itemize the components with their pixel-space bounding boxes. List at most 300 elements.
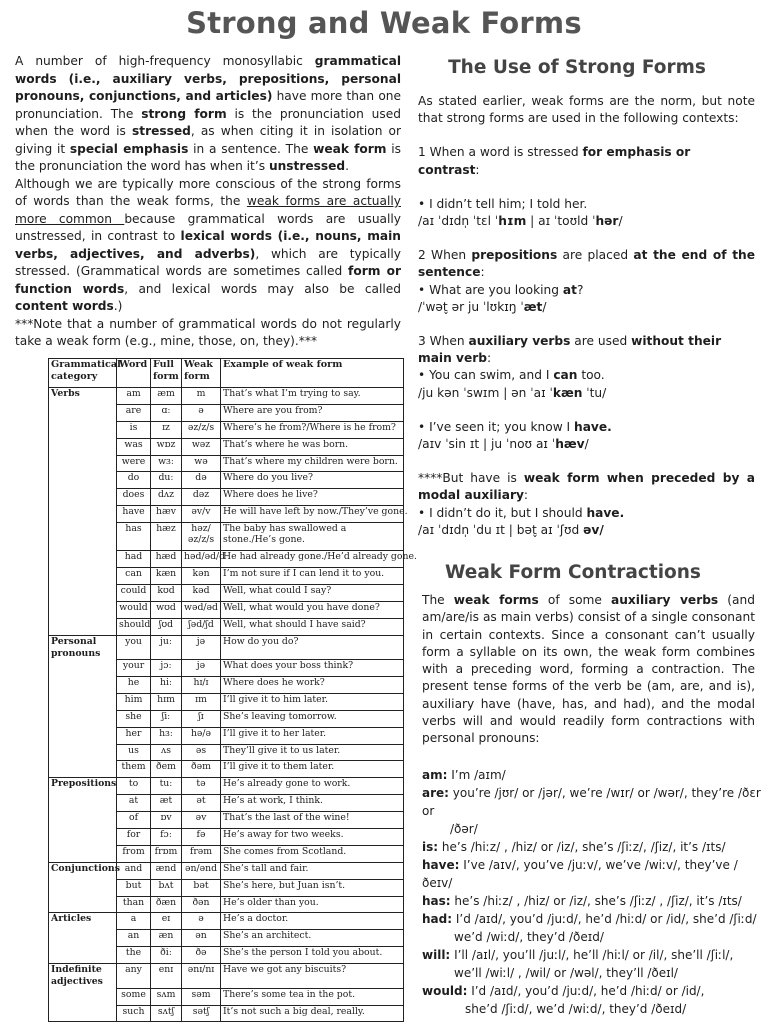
category-cell: Conjunctions (49, 862, 117, 879)
table-row (49, 879, 404, 896)
contractions-paragraph-wrap (422, 592, 755, 748)
category-cell (49, 710, 117, 727)
word-cell: than (117, 896, 151, 913)
contraction-label: is: (422, 840, 439, 854)
weak-form-cell: m (182, 388, 221, 405)
contraction-forms: I’d /aɪd/, you’d /juːd/, he’d /hiːd/ or /id/, (471, 984, 705, 998)
word-cell: such (117, 1005, 151, 1022)
word-cell: do (117, 472, 151, 489)
example-cell: He’s already gone to work. (221, 778, 404, 795)
contraction-forms: I’ll /aɪl/, you’ll /juːl/, he’ll /hiːl/ or /il/, she’ll /ʃiːl/, (454, 948, 734, 962)
weak-form-cell: kəd (182, 584, 221, 601)
full-form-cell: ðem (151, 761, 182, 778)
full-form-cell: ʃʊd (151, 618, 182, 635)
example-cell: I’ll give it to them later. (221, 761, 404, 778)
contractions.para-segment: The (422, 593, 454, 607)
word-cell: from (117, 845, 151, 862)
example-cell: She comes from Scotland. (221, 845, 404, 862)
context-2: 2 When prepositions are placed at the end of the sentence: (418, 248, 756, 280)
weak-form-cell: ɪm (182, 693, 221, 710)
intro.p1-segment: in a sentence. The (188, 141, 314, 156)
contraction-forms: she’d /ʃiːd/, we’d /wiːd/, they’d /ðeɪd/ (465, 1002, 687, 1016)
intro.p2-segment: because grammatical words are usually unstressed, in contrast to (15, 211, 402, 243)
category-cell: Indefinite adjectives (49, 964, 117, 989)
full-form-cell: kæn (151, 568, 182, 585)
table-row (49, 568, 404, 585)
category-cell (49, 404, 117, 421)
example-cell: She’s tall and fair. (221, 862, 404, 879)
word-cell: to (117, 778, 151, 795)
example-cell: He’s a doctor. (221, 913, 404, 930)
example-cell: That’s where he was born. (221, 438, 404, 455)
table-row (49, 693, 404, 710)
contraction-line (422, 820, 762, 838)
full-form-cell: eɪ (151, 913, 182, 930)
table-row (49, 489, 404, 506)
intro.p1-segment: grammatical words (i.e., auxiliary verbs, prepositions, personal pronouns, conjunctions, and articles) (15, 54, 401, 103)
full-form-cell: juː (151, 635, 182, 660)
contraction-line (422, 892, 762, 910)
table-row (49, 795, 404, 812)
word-cell: should (117, 618, 151, 635)
table-row (49, 761, 404, 778)
table-row (49, 455, 404, 472)
category-cell (49, 988, 117, 1005)
category-cell (49, 506, 117, 523)
intro.p1-segment: special emphasis (69, 141, 189, 156)
intro.p2-segment: content words (15, 299, 114, 313)
contraction-forms: I’m /aɪm/ (451, 768, 506, 782)
full-form-cell: jɔː (151, 660, 182, 677)
table-row (49, 676, 404, 693)
category-cell (49, 601, 117, 618)
example-4: • I’ve seen it; you know I have. (418, 419, 612, 434)
category-cell (49, 879, 117, 896)
category-cell (49, 727, 117, 744)
table-row (49, 710, 404, 727)
full-form-cell: ðæn (151, 896, 182, 913)
category-cell (49, 618, 117, 635)
example-cell: Where do you live? (221, 472, 404, 489)
category-cell (49, 676, 117, 693)
contraction-line (422, 802, 762, 820)
contraction-label: would: (422, 984, 468, 998)
table-header-cell: Grammatical category (49, 359, 117, 388)
example-4-ipa: /aɪv ˈsin ɪt | ju ˈnoʊ aɪ ˈhæv/ (418, 437, 589, 452)
strong-forms-section (418, 93, 755, 539)
contraction-forms: we’d /wiːd/, they’d /ðeɪd/ (454, 930, 604, 944)
full-form-cell: sʌm (151, 988, 182, 1005)
intro.p2-segment: weak forms are actually more common (15, 194, 401, 226)
full-form-cell: tuː (151, 778, 182, 795)
example-5: • I didn’t do it, but I should have. (418, 505, 625, 520)
contraction-line (422, 784, 762, 802)
word-cell: any (117, 964, 151, 989)
full-form-cell: kʊd (151, 584, 182, 601)
intro.p1-segment: is the pronunciation the word has when it’s (15, 141, 401, 173)
word-cell: for (117, 828, 151, 845)
weak-form-cell: ən (182, 930, 221, 947)
table-row (49, 601, 404, 618)
contractions-list (422, 766, 762, 1018)
weak-form-cell: səm (182, 988, 221, 1005)
weak-form-cell: ənɪ/nɪ (182, 964, 221, 989)
category-cell (49, 455, 117, 472)
weak-form-cell: wə (182, 455, 221, 472)
category-cell (49, 947, 117, 964)
weak-form-cell: ðə (182, 947, 221, 964)
table-row (49, 845, 404, 862)
contractions.para-segment: of some (538, 593, 612, 607)
full-form-cell: bʌt (151, 879, 182, 896)
category-cell (49, 1005, 117, 1022)
contraction-label: will: (422, 948, 451, 962)
page-title: Strong and Weak Forms (186, 6, 582, 40)
contraction-forms: he’s /hiːz/ , /hiz/ or /iz/, she’s /ʃiːz/ , /ʃiz/, it’s /ɪts/ (454, 894, 742, 908)
full-form-cell: æt (151, 795, 182, 812)
full-form-cell: hæd (151, 551, 182, 568)
example-cell: Have we got any biscuits? (221, 964, 404, 989)
weak-form-cell: əv (182, 812, 221, 829)
context-1: 1 When a word is stressed for emphasis or contrast: (418, 145, 691, 177)
category-cell: Personal pronouns (49, 635, 117, 660)
word-cell: are (117, 404, 151, 421)
word-cell: would (117, 601, 151, 618)
word-cell: he (117, 676, 151, 693)
table-header-cell: Word (117, 359, 151, 388)
example-cell: Where’s he from?/Where is he from? (221, 421, 404, 438)
weak-form-cell: jə (182, 635, 221, 660)
full-form-cell: hæv (151, 506, 182, 523)
table-row (49, 1005, 404, 1022)
full-form-cell: ʃiː (151, 710, 182, 727)
contraction-line (422, 766, 762, 784)
contractions-heading: Weak Form Contractions (445, 562, 701, 583)
example-cell: He’s away for two weeks. (221, 828, 404, 845)
weak-form-cell: hə/ə (182, 727, 221, 744)
weak-form-cell: kən (182, 568, 221, 585)
weak-form-cell: ʃɪ (182, 710, 221, 727)
example-1-ipa: /aɪ ˈdɪdn̩ ˈtɛl ˈhɪm | aɪ ˈtoʊld ˈhər/ (418, 214, 623, 229)
word-cell: of (117, 812, 151, 829)
table-row (49, 523, 404, 551)
table-row (49, 618, 404, 635)
weak-form-cell: ə (182, 404, 221, 421)
intro.p2-segment: , and lexical words may also be called (124, 281, 402, 296)
example-cell: She’s here, but Juan isn’t. (221, 879, 404, 896)
example-cell: Well, what would you have done? (221, 601, 404, 618)
word-cell: has (117, 523, 151, 551)
table-row (49, 635, 404, 660)
example-cell: I’ll give it to her later. (221, 727, 404, 744)
contraction-line (422, 910, 762, 928)
weak-form-cell: wəz (182, 438, 221, 455)
intro.p1-segment: have more than one pronunciation. The (15, 89, 401, 121)
full-form-cell: wʊd (151, 601, 182, 618)
intro.p2-segment: form or function words (15, 264, 401, 296)
word-cell: she (117, 710, 151, 727)
intro.p2-segment: .) (113, 299, 123, 313)
table-row (49, 913, 404, 930)
full-form-cell: ðiː (151, 947, 182, 964)
weak-form-cell: ðəm (182, 761, 221, 778)
intro.p1-segment: A number of high-frequency monosyllabic (15, 54, 315, 68)
contraction-line (422, 1000, 762, 1018)
category-cell (49, 930, 117, 947)
category-cell (49, 693, 117, 710)
weak-form-cell: ʃəd/ʃd (182, 618, 221, 635)
strong-intro: As stated earlier, weak forms are the norm, but note that strong forms are used in the following contexts: (418, 94, 755, 126)
category-cell (49, 438, 117, 455)
full-form-cell: ʌs (151, 744, 182, 761)
category-cell (49, 896, 117, 913)
weak-form-cell: wəd/əd (182, 601, 221, 618)
table-row (49, 988, 404, 1005)
full-form-cell: wɜː (151, 455, 182, 472)
example-cell: She’s leaving tomorrow. (221, 710, 404, 727)
weak-form-cell: əv/v (182, 506, 221, 523)
example-cell: That’s the last of the wine! (221, 812, 404, 829)
example-cell: There’s some tea in the pot. (221, 988, 404, 1005)
weak-form-cell: jə (182, 660, 221, 677)
word-cell: us (117, 744, 151, 761)
word-cell: at (117, 795, 151, 812)
example-1: • I didn’t tell him; I told her. (418, 196, 588, 211)
full-form-cell: ænd (151, 862, 182, 879)
intro-paragraph-2 (15, 176, 401, 316)
contraction-line (422, 946, 762, 964)
example-cell: How do you do? (221, 635, 404, 660)
category-cell (49, 812, 117, 829)
contraction-forms: or (422, 804, 435, 818)
weak-form-cell: tə (182, 778, 221, 795)
contraction-label: am: (422, 768, 448, 782)
category-cell (49, 761, 117, 778)
intro.p2-segment: Although we are typically more conscious of the strong forms of words than the weak forms, the (15, 176, 401, 208)
example-cell: They’ll give it to us later. (221, 744, 404, 761)
table-header-cell: Example of weak form (221, 359, 404, 388)
contractions.para-segment: (and am/are/is as main verbs) consist of a single consonant in certain contexts. Since a consonant can’t usually form a syllable on its own, the weak form combines with a preceding word, forming a contraction. The present tense forms of the verb be (am, are, and is), auxiliary have (have, has, and had), and the modal verbs will and would readily form contractions with personal pronouns: (422, 593, 755, 746)
category-cell: Articles (49, 913, 117, 930)
full-form-cell: ɑː (151, 404, 182, 421)
intro.p2-segment: , which are typically stressed. (Grammatical words are sometimes called (15, 246, 401, 278)
full-form-cell: ɒv (151, 812, 182, 829)
category-cell: Prepositions (49, 778, 117, 795)
word-cell: were (117, 455, 151, 472)
example-cell: He will have left by now./They’ve gone. (221, 506, 404, 523)
table-row (49, 930, 404, 947)
word-cell: am (117, 388, 151, 405)
word-cell: can (117, 568, 151, 585)
table-row (49, 964, 404, 989)
category-cell (49, 744, 117, 761)
example-3: • You can swim, and I can too. (418, 368, 605, 383)
table-row (49, 421, 404, 438)
full-form-cell: wɒz (151, 438, 182, 455)
table-row (49, 862, 404, 879)
weak-form-cell: ðən (182, 896, 221, 913)
category-cell (49, 472, 117, 489)
example-cell: What does your boss think? (221, 660, 404, 677)
example-2: • What are you looking at? (418, 282, 584, 297)
word-cell: them (117, 761, 151, 778)
word-cell: have (117, 506, 151, 523)
intro.p1-segment: strong form (141, 106, 227, 121)
weak-forms-table-wrap (48, 358, 417, 1017)
example-cell: Where are you from? (221, 404, 404, 421)
example-cell: I’ll give it to him later. (221, 693, 404, 710)
example-cell: He’s older than you. (221, 896, 404, 913)
weak-form-cell: əs (182, 744, 221, 761)
full-form-cell: æn (151, 930, 182, 947)
example-cell: I’m not sure if I can lend it to you. (221, 568, 404, 585)
full-form-cell: ɪz (151, 421, 182, 438)
weak-form-cell: sətʃ (182, 1005, 221, 1022)
intro.p1-segment: , as when citing it in isolation or giving it (15, 124, 401, 156)
table-row (49, 388, 404, 405)
example-cell: He’s at work, I think. (221, 795, 404, 812)
table-row (49, 584, 404, 601)
table-row (49, 947, 404, 964)
contraction-label: have: (422, 858, 460, 872)
intro.p1-segment: is the pronunciation used when the word is (15, 106, 401, 138)
weak-form-cell: də (182, 472, 221, 489)
table-row (49, 551, 404, 568)
intro-note: ***Note that a number of grammatical words do not regularly take a weak form (e.g., mine, those, on, they).*** (15, 316, 401, 348)
example-cell: He had already gone./He’d already gone. (221, 551, 404, 568)
word-cell: the (117, 947, 151, 964)
table-row (49, 438, 404, 455)
weak-forms-table (48, 358, 417, 1022)
example-3-ipa: /ju kən ˈswɪm | ən ˈaɪ ˈkæn ˈtu/ (418, 385, 607, 400)
context-3: 3 When auxiliary verbs are used without their main verb: (418, 334, 722, 366)
table-row (49, 778, 404, 795)
word-cell: her (117, 727, 151, 744)
table-row (49, 812, 404, 829)
intro.p1-segment: unstressed (268, 159, 346, 173)
weak-form-cell: hɪ/ɪ (182, 676, 221, 693)
contractions.para-segment: weak forms (453, 593, 539, 607)
table-row (49, 828, 404, 845)
full-form-cell: duː (151, 472, 182, 489)
full-form-cell: hɪm (151, 693, 182, 710)
word-cell: is (117, 421, 151, 438)
word-cell: was (117, 438, 151, 455)
table-row (49, 472, 404, 489)
intro.p1-segment: weak form (313, 141, 387, 156)
weak-form-cell: fə (182, 828, 221, 845)
full-form-cell: frɒm (151, 845, 182, 862)
contraction-forms: he’s /hiːz/ , /hiz/ or /iz/, she’s /ʃiːz/, /ʃiz/, it’s /ɪts/ (441, 840, 726, 854)
table-row (49, 660, 404, 677)
category-cell (49, 523, 117, 551)
example-cell: Well, what should I have said? (221, 618, 404, 635)
category-cell (49, 828, 117, 845)
example-2-ipa: /ˈwət̬ ər ju ˈlʊkɪŋ ˈæt/ (418, 299, 547, 314)
intro-paragraph-1 (15, 53, 401, 176)
intro-text (15, 53, 401, 351)
full-form-cell: hiː (151, 676, 182, 693)
category-cell (49, 489, 117, 506)
weak-form-cell: ə (182, 913, 221, 930)
contraction-forms: I’d /aɪd/, you’d /juːd/, he’d /hiːd/ or /id/, she’d /ʃiːd/ (455, 912, 757, 926)
example-cell: She’s the person I told you about. (221, 947, 404, 964)
full-form-cell: hɜː (151, 727, 182, 744)
contraction-line (422, 982, 762, 1000)
weak-form-cell: əz/z/s (182, 421, 221, 438)
weak-form-cell: ən/ənd (182, 862, 221, 879)
full-form-cell: dʌz (151, 489, 182, 506)
context-4: ****But have is weak form when preceded by a modal auxiliary: (418, 471, 755, 503)
category-cell (49, 845, 117, 862)
weak-form-cell: frəm (182, 845, 221, 862)
full-form-cell: sʌtʃ (151, 1005, 182, 1022)
example-cell: It’s not such a big deal, really. (221, 1005, 404, 1022)
category-cell (49, 421, 117, 438)
weak-form-cell: bət (182, 879, 221, 896)
weak-form-cell: dəz (182, 489, 221, 506)
weak-form-cell: ət (182, 795, 221, 812)
full-form-cell: æm (151, 388, 182, 405)
example-cell: That’s where my children were born. (221, 455, 404, 472)
example-cell: She’s an architect. (221, 930, 404, 947)
table-row (49, 727, 404, 744)
category-cell (49, 584, 117, 601)
word-cell: could (117, 584, 151, 601)
table-row (49, 506, 404, 523)
word-cell: does (117, 489, 151, 506)
category-cell: Verbs (49, 388, 117, 405)
contraction-line (422, 856, 762, 892)
contraction-label: are: (422, 786, 449, 800)
contractions-paragraph (422, 592, 755, 748)
category-cell (49, 551, 117, 568)
table-header-row (49, 359, 404, 388)
contraction-forms: we’ll /wiːl/ , /wil/ or /wəl/, they’ll /ðeɪl/ (454, 966, 678, 980)
full-form-cell: fɔː (151, 828, 182, 845)
contraction-line (422, 964, 762, 982)
word-cell: and (117, 862, 151, 879)
weak-form-cell: həd/əd/d (182, 551, 221, 568)
example-cell: The baby has swallowed a stone./He’s gone. (221, 523, 404, 551)
intro.p2-segment: lexical words (i.e., nouns, main verbs, adjectives, and adverbs) (15, 229, 401, 261)
example-cell: That’s what I’m trying to say. (221, 388, 404, 405)
category-cell (49, 795, 117, 812)
word-cell: your (117, 660, 151, 677)
example-cell: Where does he work? (221, 676, 404, 693)
table-header-cell: Weak form (182, 359, 221, 388)
full-form-cell: enɪ (151, 964, 182, 989)
table-row (49, 744, 404, 761)
contractions.para-segment: auxiliary verbs (611, 593, 719, 607)
intro.p1-segment: . (345, 159, 350, 173)
contraction-label: had: (422, 912, 453, 926)
contraction-forms: /ðər/ (450, 822, 478, 836)
category-cell (49, 660, 117, 677)
contraction-forms: I’ve /aɪv/, you’ve /juːv/, we’ve /wiːv/, they’ve /ðeɪv/ (422, 858, 738, 890)
weak-form-cell: həz/əz/z/s (182, 523, 221, 551)
word-cell: a (117, 913, 151, 930)
table-row (49, 404, 404, 421)
example-5-ipa: /aɪ ˈdɪdn̩ ˈdu ɪt | bət̬ aɪ ˈʃʊd əv/ (418, 522, 604, 537)
word-cell: you (117, 635, 151, 660)
contraction-label: has: (422, 894, 451, 908)
example-cell: Well, what could I say? (221, 584, 404, 601)
word-cell: him (117, 693, 151, 710)
word-cell: had (117, 551, 151, 568)
contraction-line (422, 838, 762, 856)
strong-forms-heading: The Use of Strong Forms (448, 57, 706, 78)
